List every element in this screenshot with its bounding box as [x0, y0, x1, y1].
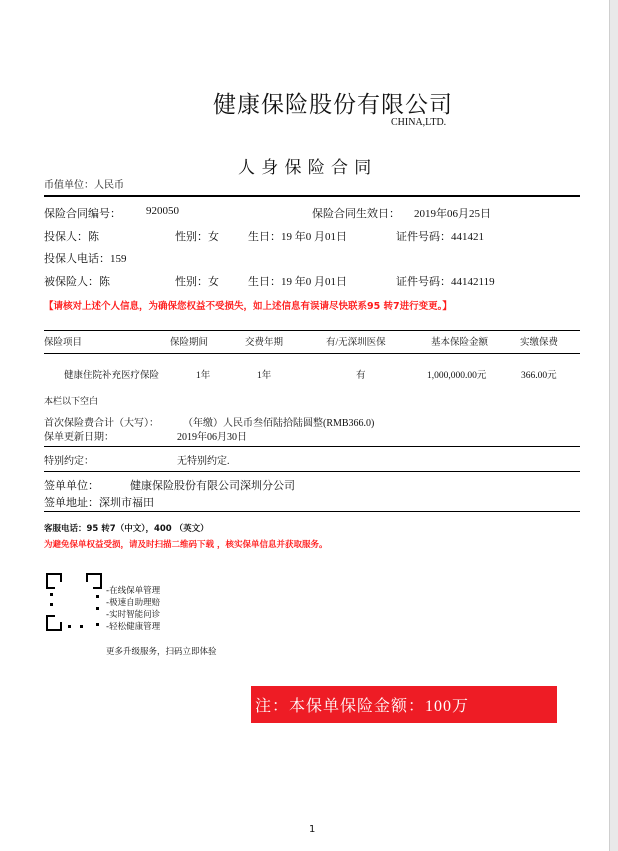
currency-unit: 币值单位：人民币 — [44, 180, 124, 191]
page-number: 1 — [309, 824, 316, 835]
company-name: 健康保险股份有限公司 — [213, 92, 453, 117]
sign-unit-value: 健康保险股份有限公司深圳分公司 — [130, 480, 295, 492]
table-cell: 1,000,000.00元 — [427, 371, 487, 381]
document-title: 人 身 保 险 合 同 — [238, 158, 373, 177]
qr-feature-item: -在线保单管理 — [106, 586, 161, 596]
applicant-phone: 投保人电话：159 — [44, 253, 127, 265]
insured-id: 证件号码：44142119 — [396, 276, 495, 288]
table-header: 基本保险金额 — [431, 338, 489, 348]
effective-date-value: 2019年06月25日 — [414, 208, 491, 220]
premium-total-label: 首次保险费合计（大写）： — [44, 418, 159, 429]
blank-note: 本栏以下空白 — [44, 396, 99, 406]
table-header-border — [44, 353, 580, 354]
applicant-gender: 性别：女 — [175, 231, 219, 243]
insured-name: 被保险人：陈 — [44, 276, 110, 288]
sign-address: 签单地址：深圳市福田 — [44, 497, 154, 509]
scan-notice: 为避免保单权益受损，请及时扫描二维码下载 ，核实保单信息并获取服务。 — [44, 540, 328, 550]
company-name-en: CHINA,LTD. — [391, 117, 447, 128]
divider — [44, 471, 580, 472]
divider — [44, 511, 580, 512]
sign-unit-label: 签单单位： — [44, 480, 99, 492]
renewal-date-value: 2019年06月30日 — [177, 432, 247, 443]
table-header: 有/无深圳医保 — [326, 338, 386, 348]
highlight-note: 注：本保单保险金额：100万 — [255, 698, 470, 715]
qr-feature-item: -极速自助理赔 — [106, 598, 161, 608]
special-terms-label: 特别约定： — [44, 456, 94, 467]
customer-hotline: 客服电话：95 转7（中文），400 （英文） — [44, 524, 209, 534]
insured-birthday: 生日：19 年0 月01日 — [248, 276, 347, 288]
special-terms-value: 无特别约定. — [177, 456, 230, 467]
table-top-border — [44, 330, 580, 331]
applicant-birthday: 生日：19 年0 月01日 — [248, 231, 347, 243]
effective-date-label: 保险合同生效日： — [312, 208, 400, 220]
table-cell: 1年 — [196, 371, 211, 381]
table-header: 保险项目 — [44, 338, 83, 348]
table-cell: 健康住院补充医疗保险 — [64, 371, 160, 381]
policy-number-label: 保险合同编号： — [44, 208, 121, 220]
table-cell: 1年 — [257, 371, 272, 381]
qr-feature-list — [106, 585, 160, 633]
applicant-name: 投保人：陈 — [44, 231, 99, 243]
table-cell: 有 — [356, 371, 366, 381]
premium-total-value: （年缴）人民币叁佰陆拾陆圆整(RMB366.0) — [183, 418, 375, 429]
divider — [44, 195, 580, 197]
qr-caption: 更多升级服务，扫码立即体验 — [106, 647, 217, 657]
qr-code-icon[interactable] — [46, 573, 102, 631]
table-cell: 366.00元 — [521, 371, 557, 381]
qr-feature-item: -实时智能问诊 — [106, 610, 161, 620]
table-header: 交费年期 — [245, 338, 284, 348]
verify-notice: 【请核对上述个人信息，为确保您权益不受损失，如上述信息有误请尽快联系95 转7进行变更。】 — [44, 301, 452, 312]
qr-feature-item: -轻松健康管理 — [106, 622, 161, 632]
insured-gender: 性别：女 — [175, 276, 219, 288]
divider — [44, 446, 580, 447]
highlight-box — [251, 686, 557, 723]
policy-number-value: 920050 — [146, 205, 179, 217]
applicant-id: 证件号码：441421 — [396, 231, 484, 243]
table-header: 实缴保费 — [520, 338, 559, 348]
table-header: 保险期间 — [170, 338, 209, 348]
renewal-date-label: 保单更新日期： — [44, 432, 114, 443]
